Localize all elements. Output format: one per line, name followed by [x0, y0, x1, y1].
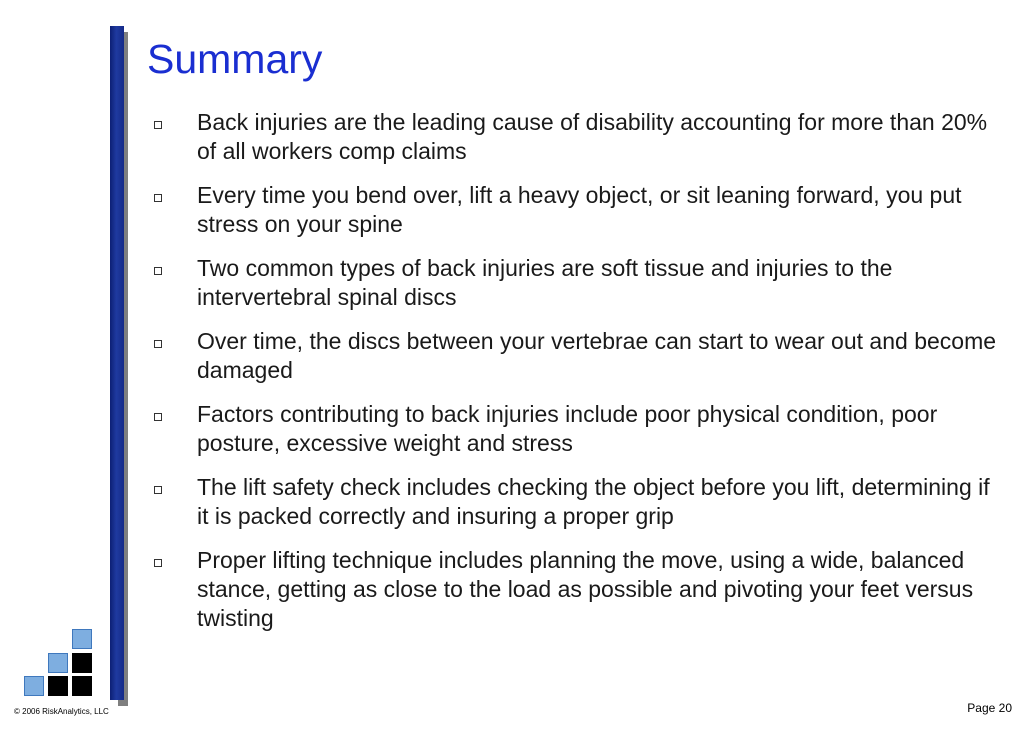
bullet-item [150, 108, 1000, 166]
square-bullet-icon [154, 340, 162, 348]
square-bullet-icon [154, 486, 162, 494]
bullet-item [150, 181, 1000, 239]
bullet-item [150, 473, 1000, 531]
square-bullet-icon [154, 194, 162, 202]
bullet-list [150, 108, 1000, 648]
bullet-item [150, 400, 1000, 458]
logo-square-blue [24, 676, 44, 696]
bullet-text: Proper lifting technique includes planning the move, using a wide, balanced stance, getting as close to the load as possible and pivoting your feet versus twisting [197, 547, 974, 631]
square-bullet-icon [154, 121, 162, 129]
square-bullet-icon [154, 413, 162, 421]
square-bullet-icon [154, 267, 162, 275]
bullet-text: Factors contributing to back injuries include poor physical condition, poor posture, excessive weight and stress [197, 401, 938, 456]
logo-square-black [48, 676, 68, 696]
bullet-text: The lift safety check includes checking the object before you lift, determining if it is packed correctly and insuring a proper grip [197, 474, 990, 529]
logo-square-blue [48, 653, 68, 673]
logo-square-black [72, 676, 92, 696]
copyright-notice: © 2006 RiskAnalytics, LLC [14, 707, 109, 716]
accent-bar [110, 26, 124, 700]
bullet-item [150, 254, 1000, 312]
bullet-text: Two common types of back injuries are soft tissue and injuries to the intervertebral spinal discs [197, 255, 893, 310]
bullet-text: Back injuries are the leading cause of disability accounting for more than 20% of all workers comp claims [197, 109, 988, 164]
page-number: Page 20 [967, 701, 1012, 715]
logo-square-black [72, 653, 92, 673]
bullet-text: Every time you bend over, lift a heavy object, or sit leaning forward, you put stress on your spine [197, 182, 962, 237]
square-bullet-icon [154, 559, 162, 567]
bullet-item [150, 327, 1000, 385]
company-logo [24, 629, 96, 697]
bullet-item [150, 546, 1000, 633]
bullet-text: Over time, the discs between your vertebrae can start to wear out and become damaged [197, 328, 997, 383]
logo-square-blue [72, 629, 92, 649]
slide-title: Summary [147, 36, 323, 82]
